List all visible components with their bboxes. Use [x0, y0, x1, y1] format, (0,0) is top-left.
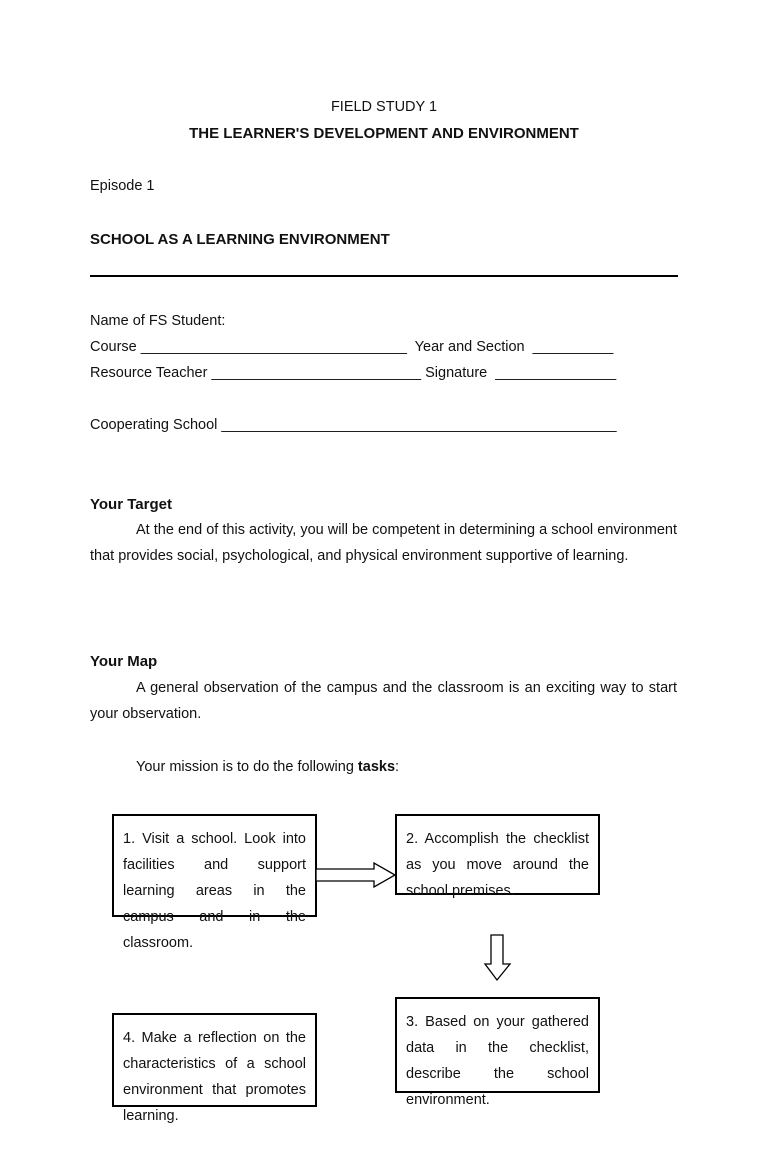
mission-line	[136, 759, 399, 775]
course-field: Course _________________________________ Year and Section __________	[90, 339, 614, 355]
mission-prefix: Your mission is to do the following	[136, 759, 358, 775]
map-heading: Your Map	[90, 653, 158, 670]
title-divider	[90, 275, 678, 277]
task-box-3	[395, 997, 600, 1108]
mission-tasks-word: tasks	[357, 759, 396, 775]
task-4-text: 4. Make a reflection on the characteristics of a school environment that promotes learning.	[123, 1030, 306, 1124]
episode-title: SCHOOL AS A LEARNING ENVIRONMENT	[90, 231, 390, 248]
task-box-2	[395, 814, 600, 899]
target-heading: Your Target	[90, 496, 172, 513]
student-name-field: Name of FS Student:	[90, 313, 226, 329]
episode-label: Episode 1	[90, 178, 155, 194]
map-paragraph: A general observation of the campus and the classroom is an exciting way to start your observation.	[90, 680, 677, 722]
arrow-down-icon	[484, 934, 512, 982]
task-box-4	[112, 1013, 317, 1124]
task-2-text: 2. Accomplish the checklist as you move around the school premises.	[406, 831, 589, 899]
mission-suffix: :	[395, 759, 400, 775]
arrow-right-icon	[315, 862, 397, 888]
task-3-text: 3. Based on your gathered data in the checklist, describe the school environment.	[406, 1014, 589, 1108]
course-title: THE LEARNER'S DEVELOPMENT AND ENVIRONMENT	[189, 125, 579, 142]
field-study-label: FIELD STUDY 1	[330, 99, 438, 115]
task-box-1	[112, 814, 317, 951]
target-paragraph: At the end of this activity, you will be competent in determining a school environment that provides social, psychological, and physical environment supportive of learning.	[90, 522, 677, 564]
resource-teacher-field: Resource Teacher __________________________ Signature _______________	[90, 365, 617, 381]
cooperating-school-field: Cooperating School _________________________________________________	[90, 417, 617, 433]
task-1-text: 1. Visit a school. Look into facilities and support learning areas in the campus and in the classroom.	[123, 831, 306, 951]
